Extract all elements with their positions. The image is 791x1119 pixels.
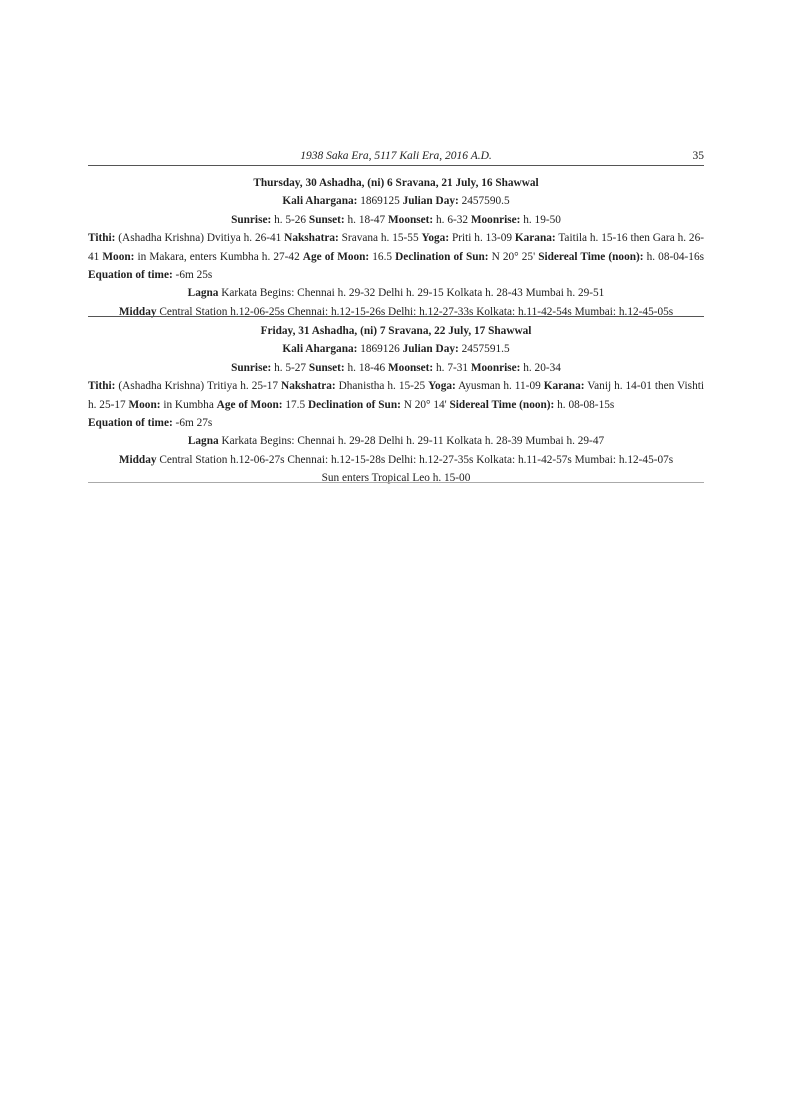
- kali-julian-line: Kali Ahargana: 1869125 Julian Day: 2457590.5: [282, 195, 510, 208]
- sun-moon-times-line: Sunrise: h. 5-26 Sunset: h. 18-47 Moonset: h. 6-32 Moonrise: h. 19-50: [231, 213, 561, 226]
- kali-julian-line: Kali Ahargana: 1869126 Julian Day: 2457591.5: [282, 343, 510, 356]
- page-number: 35: [692, 150, 704, 162]
- sun-transit-note: Sun enters Tropical Leo h. 15-00: [321, 472, 471, 485]
- lagna-line: Lagna Karkata Begins: Chennai h. 29-32 Delhi h. 29-15 Kolkata h. 28-43 Mumbai h. 29-51: [187, 287, 605, 300]
- day-entry-thursday: [88, 174, 704, 321]
- day-title: Friday, 31 Ashadha, (ni) 7 Sravana, 22 July, 17 Shawwal: [260, 325, 532, 337]
- panchanga-details: Tithi: (Ashadha Krishna) Tritiya h. 25-17 Nakshatra: Dhanistha h. 15-25 Yoga: Ayusman h. 11-09 Karana: Vanij h. 14-01 then Vishti h. 25-17 Moon: in Kumbha Age of Moon: 17.5 Declination of Sun: N 20° 14' Sidereal Time (noon): h. 08-08-15s Equation of time: -6m 27s: [88, 380, 704, 429]
- panchanga-details: Tithi: (Ashadha Krishna) Dvitiya h. 26-41 Nakshatra: Sravana h. 15-55 Yoga: Priti h. 13-09 Karana: Taitila h. 15-16 then Gara h. 26-41 Moon: in Makara, enters Kumbha h. 27-42 Age of Moon: 16.5 Declination of Sun: N 20° 25' Sidereal Time (noon): h. 08-04-16s Equation of time: -6m 25s: [88, 232, 704, 281]
- midday-line: Midday Central Station h.12-06-27s Chennai: h.12-15-28s Delhi: h.12-27-35s Kolkata: h.11-42-57s Mumbai: h.12-45-07s: [118, 453, 674, 466]
- midday-line: Midday Central Station h.12-06-25s Chennai: h.12-15-26s Delhi: h.12-27-33s Kolkata: h.11-42-54s Mumbai: h.12-45-05s: [118, 305, 674, 318]
- page-header: [88, 149, 704, 166]
- section-divider: [88, 316, 704, 317]
- section-end-divider: [88, 482, 704, 483]
- running-head: 1938 Saka Era, 5117 Kali Era, 2016 A.D.: [300, 150, 492, 162]
- lagna-line: Lagna Karkata Begins: Chennai h. 29-28 Delhi h. 29-11 Kolkata h. 28-39 Mumbai h. 29-47: [187, 435, 605, 448]
- day-entry-friday: [88, 322, 704, 488]
- sun-moon-times-line: Sunrise: h. 5-27 Sunset: h. 18-46 Moonset: h. 7-31 Moonrise: h. 20-34: [231, 361, 561, 374]
- day-title: Thursday, 30 Ashadha, (ni) 6 Sravana, 21 July, 16 Shawwal: [253, 177, 539, 189]
